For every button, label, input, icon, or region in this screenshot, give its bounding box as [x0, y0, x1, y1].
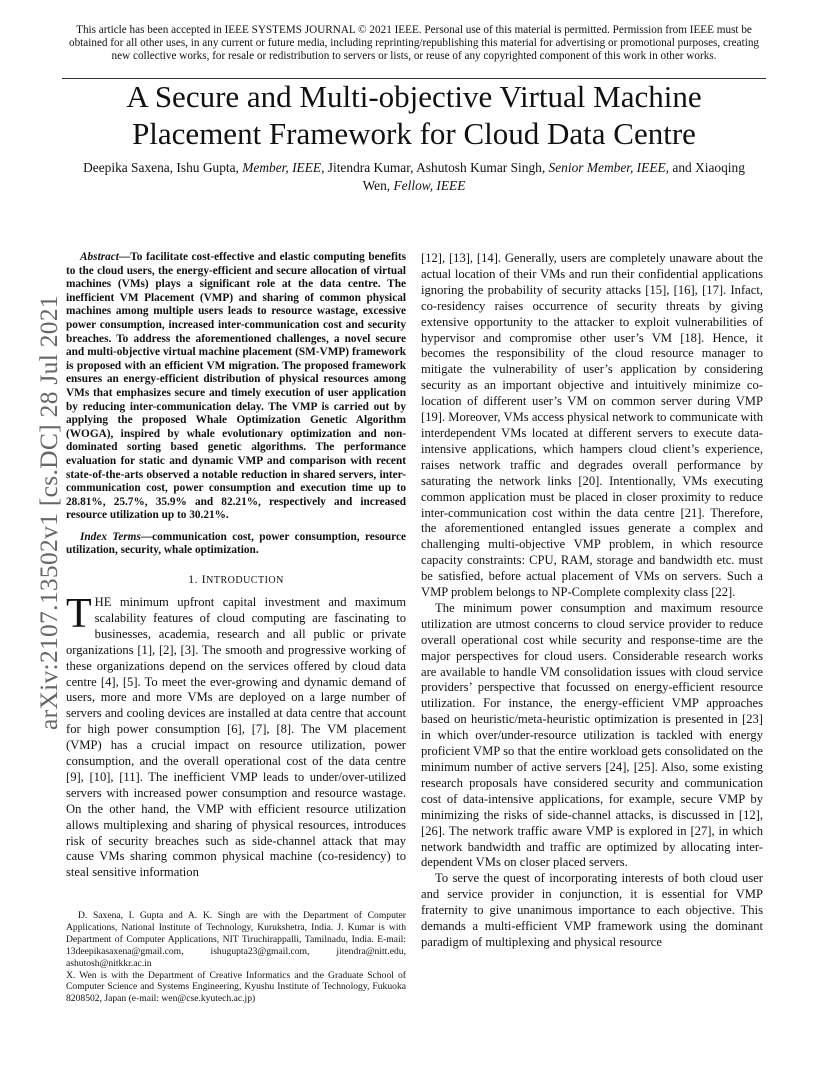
abstract-text: —To facilitate cost-effective and elastic computing benefits to the cloud users, the energy-efficient and secure allocation of virtual machines (VMs) plays a significant role at the data centre. The inefficient VM Placement (VMP) and sharing of common physical machines among multiple users leads to resource wastage, excessive power consumption, increased inter-communication cost and security breaches. To address the aforementioned challenges, a novel secure and multi-objective virtual machine placement (SM-VMP) framework is proposed with an efficient VM migration. The proposed framework ensures an energy-efficient distribution of physical resources among VMs that emphasizes secure and timely execution of user application by reducing inter-communication delay. The VMP is carried out by applying the proposed Whale Optimization Genetic Algorithm (WOGA), inspired by whale evolutionary optimization and non-dominated sorting based genetic algorithms. The performance evaluation for static and dynamic VMP and comparison with recent state-of-the-arts observed a notable reduction in shared servers, inter-communication cost, power consumption and execution time up to 28.81%, 25.7%, 35.9% and 82.21%, respectively and increased resource utilization up to 30.21%.: [66, 251, 406, 522]
title-line-1: A Secure and Multi-objective Virtual Machine: [126, 79, 702, 114]
drop-cap: T: [66, 590, 92, 637]
abstract: [66, 251, 406, 523]
authors-part-3: and Xiaoqing Wen,: [362, 160, 745, 193]
right-column: [421, 251, 763, 951]
intro-paragraph-1-text: minimum upfront capital investment and maximum scalability features of cloud computing are fascinating to businesses, academia, research and all public or private organizations [1], [2], [3]. The smooth and progressive working of these organizations depend on the services offered by cloud data centre [4], [5]. To meet the ever-growing and dynamic demand of users, more and more VMs are deployed on a large number of servers and cooling devices are installed at data centre that account for high power consumption [6], [7], [8]. The VM placement (VMP) has a crucial impact on resource utilization, power consumption, and the overall operational cost of the data centre [9], [10], [11]. The inefficient VMP leads to under/over-utilized servers with increased power consumption and resource wastage. On the other hand, the VMP with efficient resource utilization allows multiplexing and sharing of physical resources, introduces risk of security breaches such as side-channel attack that may cause VMs sharing common physical machine (co-residency) to steal sensitive information: [66, 594, 406, 880]
intro-paragraph-3: To serve the quest of incorporating interests of both cloud user and service provider in conjunction, it is essential for VMP fraternity to give unanimous importance to each objective. This demands a multi-efficient VMP framework using the dominant paradigm of multiplexing and physical resource: [421, 871, 763, 949]
paper-title: [62, 78, 766, 152]
author-footnotes: [66, 910, 406, 1005]
section-title-initial: I: [201, 572, 207, 587]
intro-paragraph-2: The minimum power consumption and maximum resource utilization are utmost concerns to cloud service provider to reduce overall operational cost while security and response-time are the major perspectives for cloud users. Considerable research works are available to handle VM consolidation issues with cloud service providers’ perspective that focussed on energy-efficient resource utilization. For instance, the energy-efficient VMP approaches based on heuristic/meta-heuristic optimization is presented in [23] in which over/under-resource utilization is tackled with energy proficient VMP so that the entire workload gets consolidated on the minimum number of active servers [24], [25]. Also, some existing research proposals have considered security and communication cost of data-intensive applications, for example, secure VMP by minimizing the risks of side-channel attacks, is discussed in [12], [26]. The network traffic aware VMP is explored in [27], in which network bandwidth and traffic are optimized by allocating inter-dependent VMs on closer placed servers.: [421, 600, 763, 870]
authors-part-2: Jitendra Kumar, Ashutosh Kumar Singh,: [324, 160, 549, 175]
left-column: [66, 251, 406, 881]
section-heading-introduction: [66, 572, 406, 589]
title-line-2: Placement Framework for Cloud Data Centre: [132, 116, 696, 151]
index-terms-label: Index Terms: [80, 530, 141, 543]
intro-paragraph-1: [66, 590, 406, 881]
footnote-1: D. Saxena, I. Gupta and A. K. Singh are with the Department of Computer Applications, National Institute of Technology, Kurukshetra, India. J. Kumar is with Department of Computer Applications, NIT Tiruchirappalli, Tamilnadu, India. E-mail: 13deepikasaxena@gmail.com, ishugupta23@gmail.com, jitendra@nitt.edu, ashutosh@nitkkr.ac.in: [66, 910, 406, 969]
index-terms-text: —communication cost, power consumption, resource utilization, security, whale optimization.: [66, 530, 406, 557]
authors-part-1: Deepika Saxena, Ishu Gupta,: [83, 160, 243, 175]
author-grade-fellow: Fellow, IEEE: [393, 178, 466, 193]
author-grade-senior: Senior Member, IEEE,: [548, 160, 670, 175]
intro-first-word: HE: [94, 594, 112, 609]
copyright-notice: This article has been accepted in IEEE SYSTEMS JOURNAL © 2021 IEEE. Personal use of this material is permitted. Permission from IEEE must be obtained for all other uses, in any current or future media, including reprinting/republishing this material for advertising or promotional purposes, creating new collective works, for resale or redistribution to servers or lists, or reuse of any copyrighted component of this work in other works.: [68, 24, 760, 63]
abstract-label: Abstract: [80, 251, 119, 263]
section-number: 1.: [188, 572, 199, 587]
intro-paragraph-1-continued: [12], [13], [14]. Generally, users are completely unaware about the actual location of their VMs and run their confidential applications ignoring the probability of security attacks [15], [16], [17]. Infact, co-residency raises occurrence of security threats by giving extensive opportunity to the attacker to exploit vulnerabilities of hypervisor and compromise other user’s VM [18]. Hence, it becomes the responsibility of the cloud resource manager to mitigate the vulnerability of user’s application by considering security as an important objective and intuitively minimize co-location of different user’s VM on common server during VMP [19]. Moreover, VMs access physical network to communicate with interdependent VMs located at different servers to execute data-intensive applications, which hampers cloud client’s experience, raises network traffic and degrades overall performance by saturating the network links [20]. Intentionally, VMs executing common application must be placed in closer proximity to reduce inter-communication cost within the data centre [21]. Therefore, the aforementioned entangled issues generate a complex and challenging multi-objective VMP problem, in which resource capacity constraints: CPU, RAM, storage and bandwidth etc. must be satisfied, before actual placement of VMs on servers. Such a VMP problem belongs to NP-Complete complexity class [22].: [421, 251, 764, 600]
author-list: [70, 159, 758, 195]
section-title-rest: NTRODUCTION: [206, 575, 284, 587]
arxiv-identifier: arXiv:2107.13502v1 [cs.DC] 28 Jul 2021: [34, 295, 63, 730]
index-terms: [66, 531, 406, 558]
author-grade-member: Member, IEEE,: [242, 160, 325, 175]
footnote-2: X. Wen is with the Department of Creative Informatics and the Graduate School of Computer Science and Systems Engineering, Kyushu Institute of Technology, Fukuoka 8208502, Japan (e-mail: wen@cse.kyutech.ac.jp): [66, 969, 406, 1005]
